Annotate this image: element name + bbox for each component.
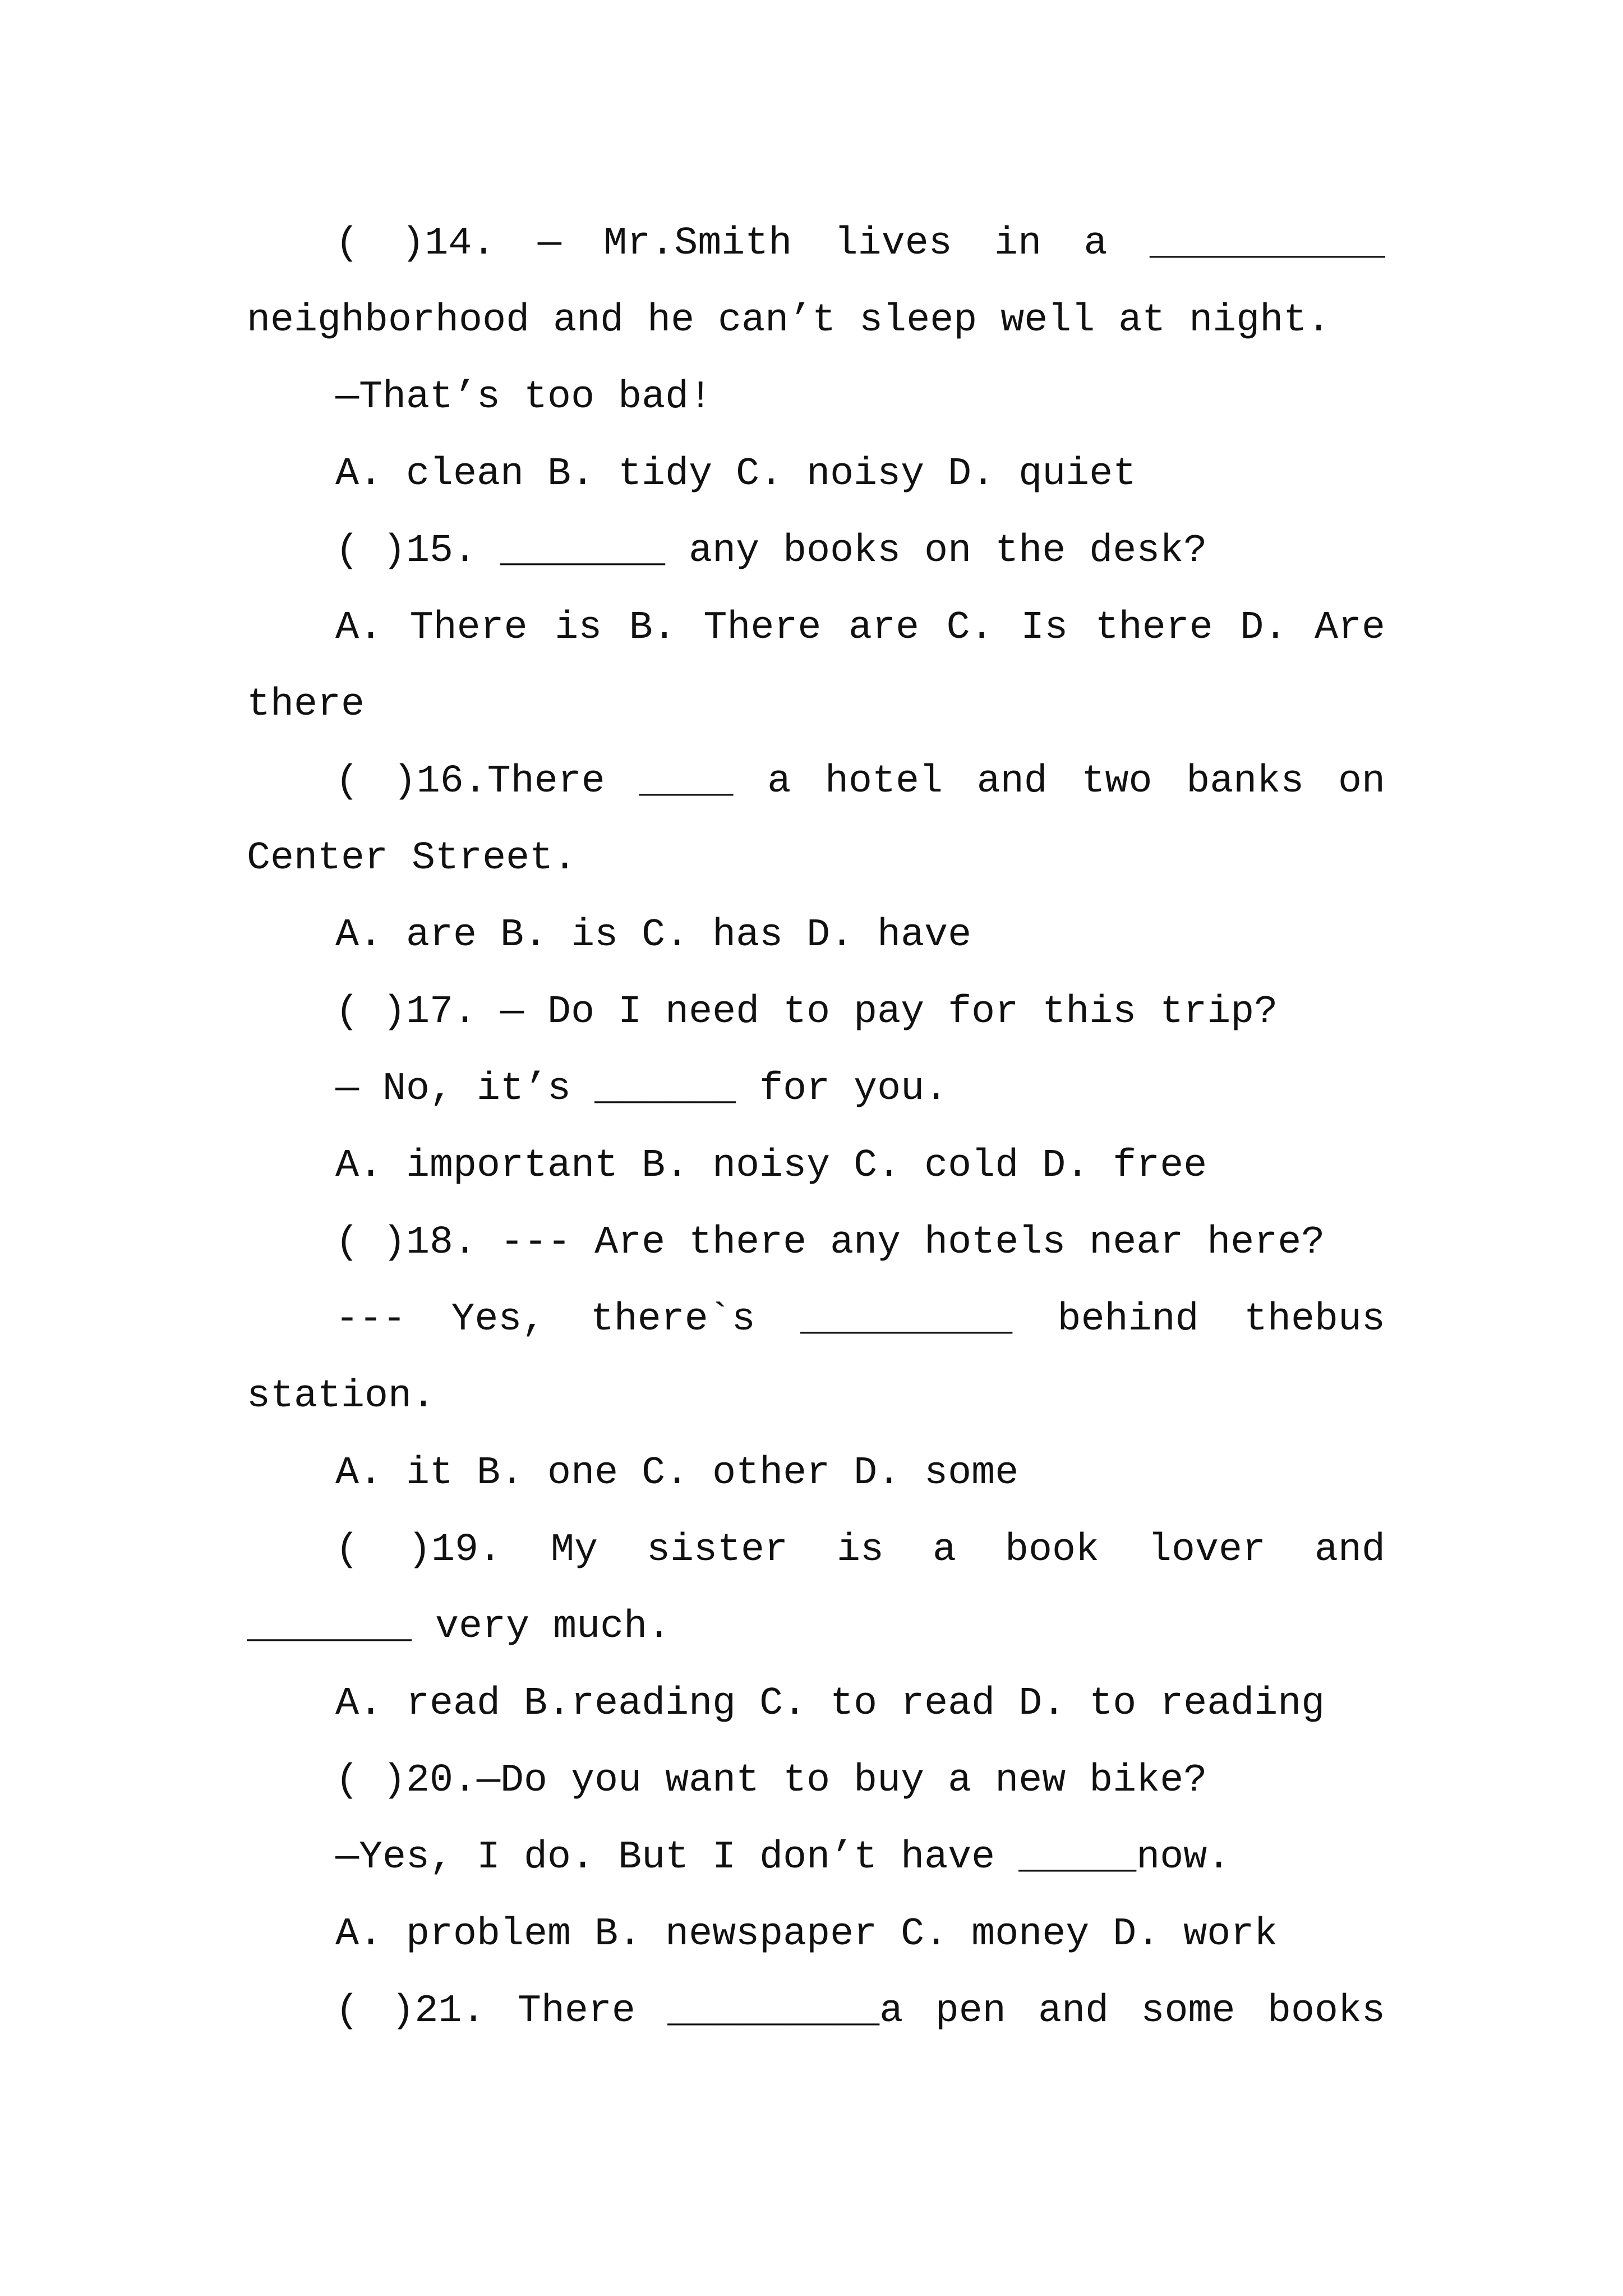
question-20-reply: —Yes, I do. But I don’t have _____now. [335, 1835, 1231, 1880]
question-16-stem-line-2: Center Street. [247, 836, 577, 881]
question-18-stem: ( )18. --- Are there any hotels near here? [335, 1221, 1325, 1265]
question-14-line-2: neighborhood and he can’t sleep well at night. [247, 298, 1331, 343]
question-21-stem-line-1: ( )21. There _________a pen and some books [335, 1989, 1385, 2033]
question-15-stem: ( )15. _______ any books on the desk? [335, 529, 1207, 573]
question-14-options: A. clean B. tidy C. noisy D. quiet [335, 452, 1137, 496]
question-19-stem-line-2: _______ very much. [247, 1605, 671, 1649]
question-17-options: A. important B. noisy C. cold D. free [335, 1144, 1207, 1188]
question-15-options-line-2: there [247, 683, 365, 727]
question-16-stem-line-1: ( )16.There ____ a hotel and two banks on [335, 760, 1385, 804]
question-14-line-1: ( )14. — Mr.Smith lives in a __________ [335, 222, 1385, 266]
question-14-reply: —That’s too bad! [335, 375, 713, 420]
question-17-reply: — No, it’s ______ for you. [335, 1067, 948, 1111]
question-20-stem: ( )20.—Do you want to buy a new bike? [335, 1759, 1207, 1803]
question-17-stem: ( )17. — Do I need to pay for this trip? [335, 990, 1278, 1034]
question-15-options-line-1: A. There is B. There are C. Is there D. Are [335, 606, 1385, 650]
question-16-options: A. are B. is C. has D. have [335, 913, 972, 958]
question-19-options: A. read B.reading C. to read D. to reading [335, 1682, 1325, 1726]
question-18-reply-line-1: --- Yes, there`s _________ behind thebus [335, 1297, 1385, 1342]
question-18-reply-line-2: station. [247, 1374, 436, 1419]
question-18-options: A. it B. one C. other D. some [335, 1451, 1019, 1496]
question-20-options: A. problem B. newspaper C. money D. work [335, 1912, 1278, 1957]
question-19-stem-line-1: ( )19. My sister is a book lover and [335, 1528, 1385, 1572]
